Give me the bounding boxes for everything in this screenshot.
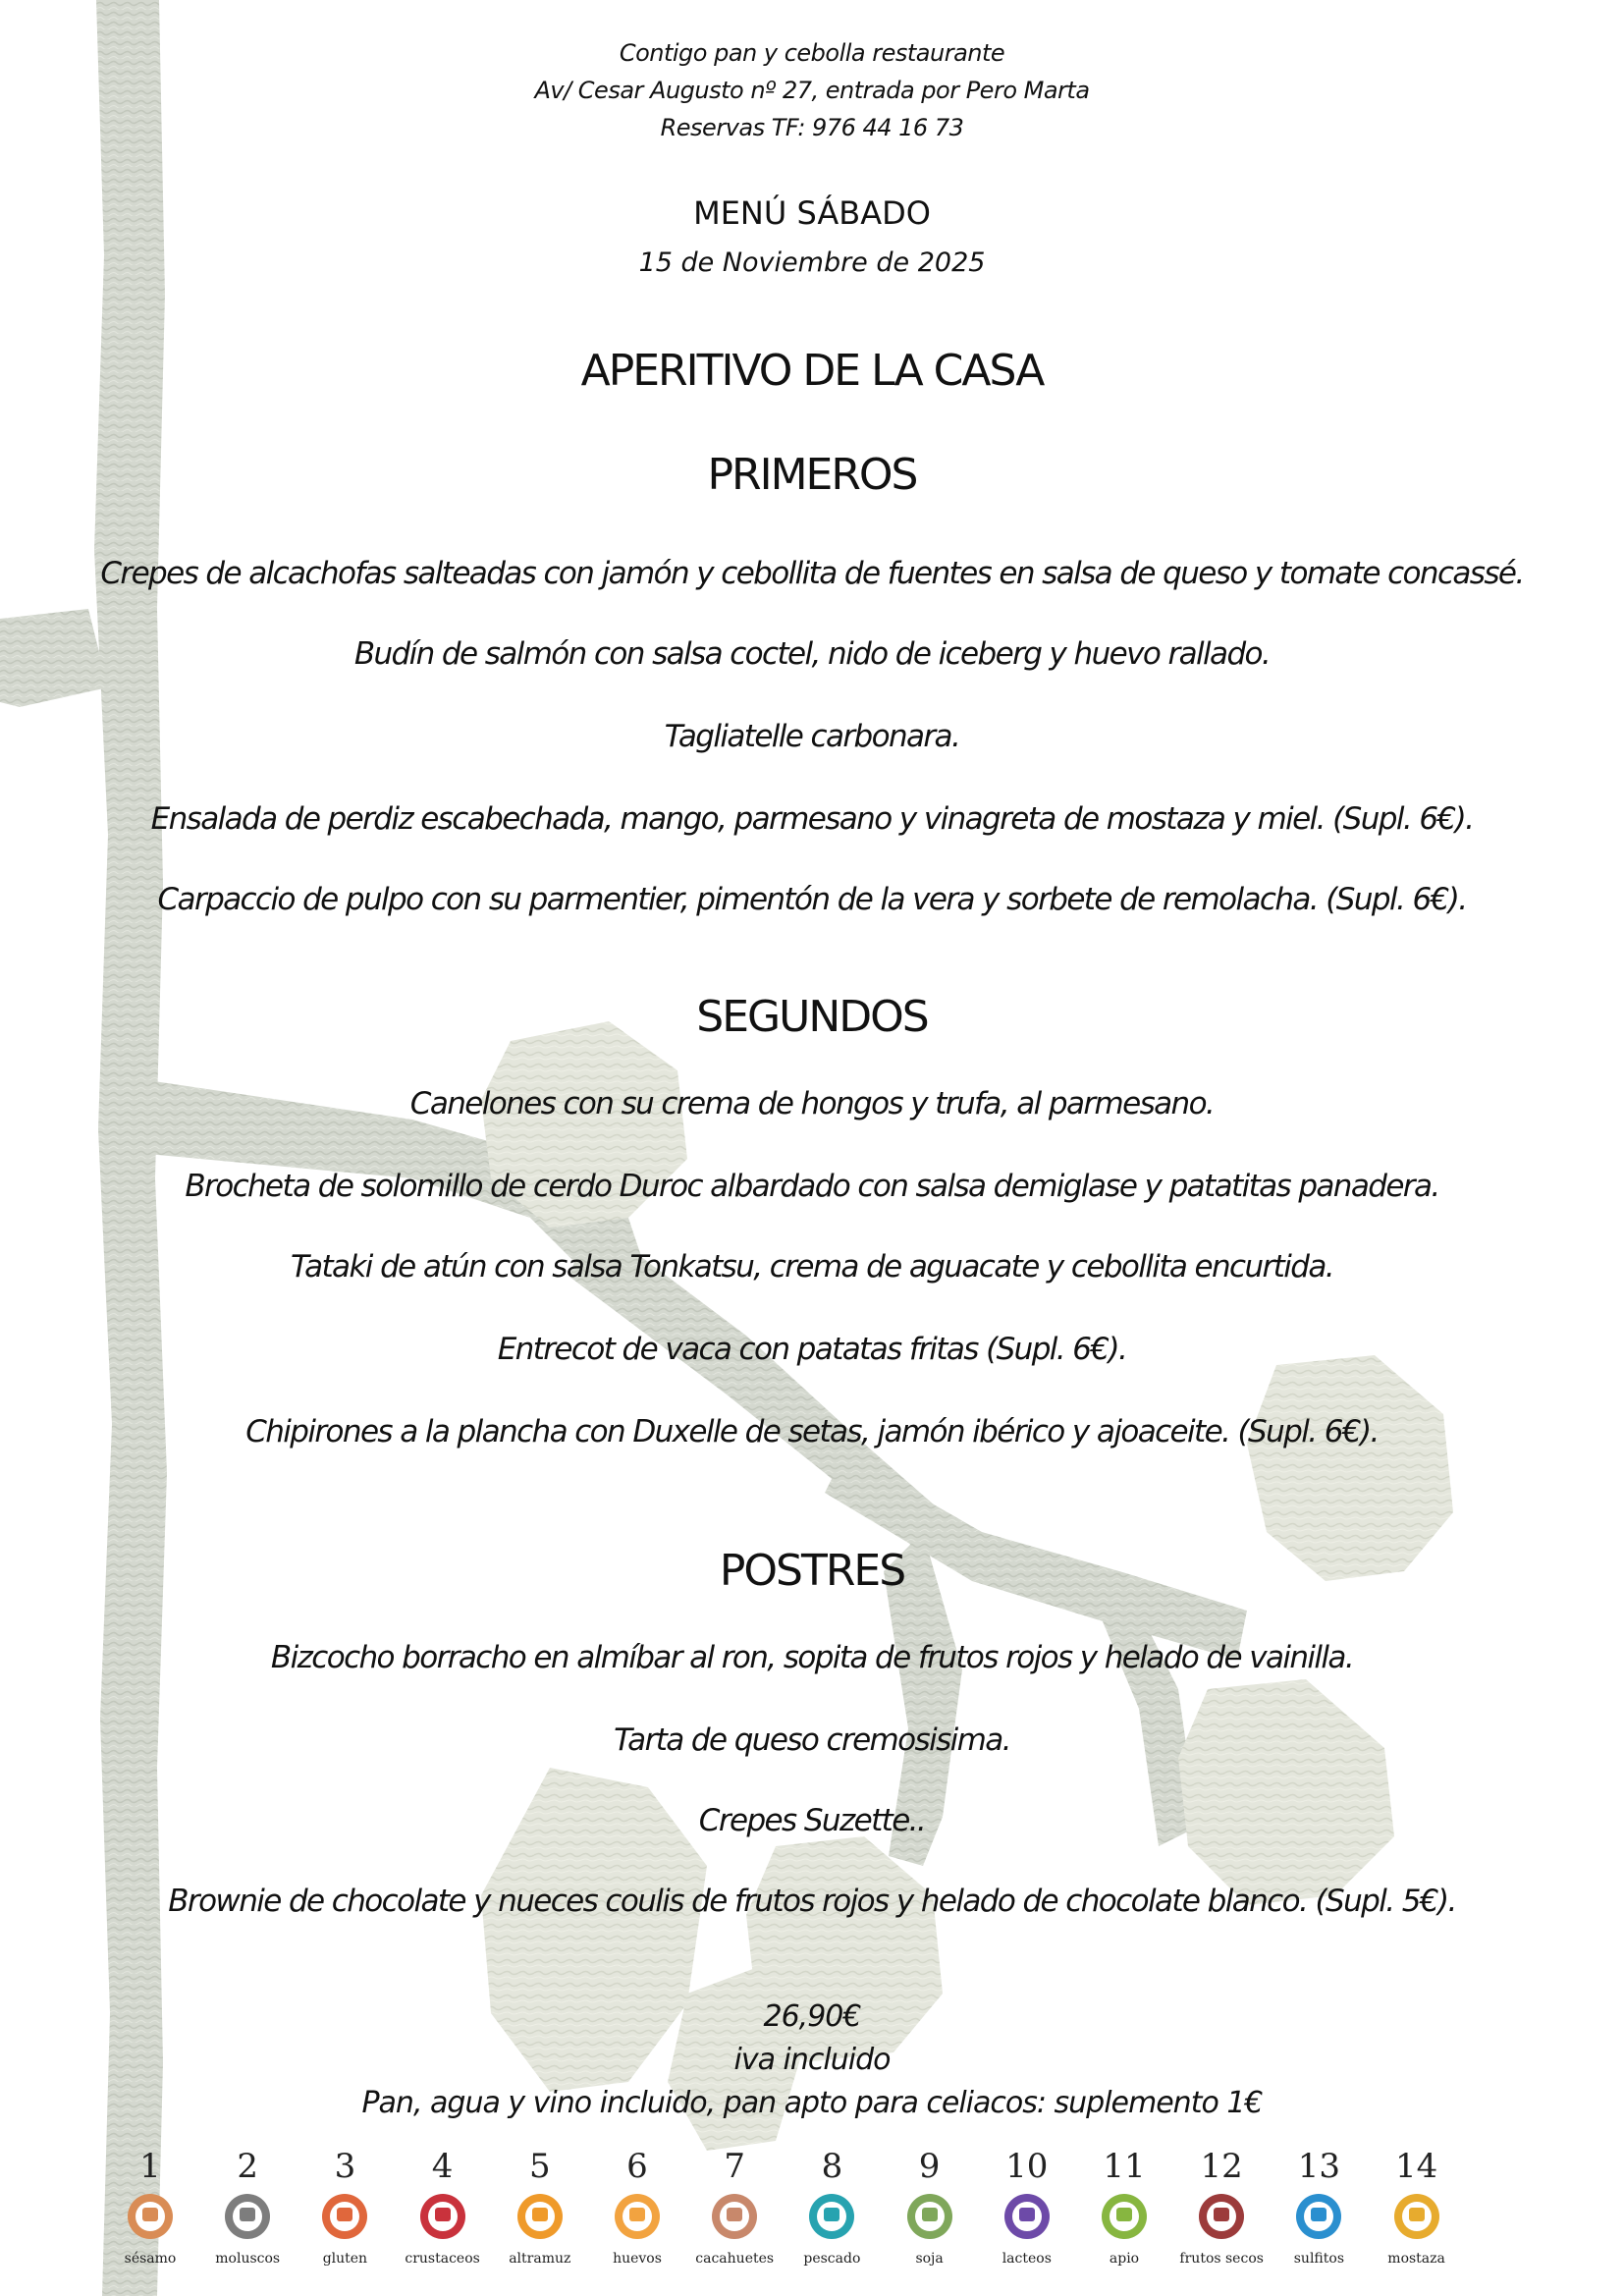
allergen-name: mostaza <box>1387 2251 1445 2267</box>
gluten-icon <box>322 2194 367 2239</box>
postres-dish: Bizcocho borracho en almíbar al ron, sopita de frutos rojos y helado de vainilla. <box>270 1640 1354 1675</box>
primeros-dish: Budín de salmón con salsa coctel, nido de iceberg y huevo rallado. <box>353 636 1271 672</box>
postres-dish: Brownie de chocolate y nueces coulis de frutos rojos y helado de chocolate blanco. (Supl. 5€). <box>168 1884 1456 1919</box>
segundos-dish: Tataki de atún con salsa Tonkatsu, crema de aguacate y cebollita encurtida. <box>291 1249 1333 1285</box>
allergen-item <box>783 2147 881 2267</box>
allergen-name: lacteos <box>1001 2251 1052 2267</box>
reservation-phone: Reservas TF: 976 44 16 73 <box>660 114 964 141</box>
allergen-number: 2 <box>237 2147 258 2186</box>
allergen-item <box>1075 2147 1173 2267</box>
primeros-dish: Ensalada de perdiz escabechada, mango, parmesano y vinagreta de mostaza y miel. (Supl. 6€). <box>150 801 1474 837</box>
allergen-name: crustaceos <box>405 2251 480 2267</box>
allergen-item <box>1368 2147 1466 2267</box>
allergen-number: 12 <box>1200 2147 1243 2186</box>
postres-heading: POSTRES <box>719 1546 905 1596</box>
restaurant-name: Contigo pan y cebolla restaurante <box>619 39 1005 67</box>
postres-dish: Tarta de queso cremosisima. <box>614 1722 1010 1758</box>
allergen-number: 13 <box>1297 2147 1341 2186</box>
primeros-dish: Tagliatelle carbonara. <box>664 719 960 754</box>
allergen-number: 7 <box>724 2147 745 2186</box>
aperitivo-heading: APERITIVO DE LA CASA <box>580 346 1044 396</box>
allergen-name: cacahuetes <box>695 2251 775 2267</box>
allergen-name: frutos secos <box>1179 2251 1264 2267</box>
allergen-number: 4 <box>431 2147 454 2186</box>
soy-icon <box>907 2194 952 2239</box>
restaurant-address: Av/ Cesar Augusto nº 27, entrada por Pero Marta <box>534 77 1090 104</box>
allergen-number: 9 <box>918 2147 941 2186</box>
lupin-icon <box>517 2194 563 2239</box>
iva-note: iva incluido <box>733 2043 891 2077</box>
dairy-icon <box>1004 2194 1050 2239</box>
allergen-number: 6 <box>626 2147 648 2186</box>
menu-price: 26,90€ <box>763 1999 861 2034</box>
allergen-name: soja <box>915 2251 944 2267</box>
allergen-name: moluscos <box>215 2251 281 2267</box>
crustacean-icon <box>420 2194 465 2239</box>
mollusc-icon <box>225 2194 270 2239</box>
allergen-item <box>588 2147 686 2267</box>
egg-icon <box>615 2194 660 2239</box>
allergen-name: sulfitos <box>1293 2251 1345 2267</box>
primeros-heading: PRIMEROS <box>707 450 917 500</box>
celery-icon <box>1102 2194 1147 2239</box>
allergen-item <box>685 2147 784 2267</box>
allergen-number: 1 <box>139 2147 161 2186</box>
allergen-name: gluten <box>322 2251 368 2267</box>
allergen-number: 11 <box>1103 2147 1146 2186</box>
segundos-dish: Canelones con su crema de hongos y trufa, al parmesano. <box>409 1086 1215 1121</box>
allergen-name: apio <box>1109 2251 1140 2267</box>
included-note: Pan, agua y vino incluido, pan apto para celiacos: suplemento 1€ <box>361 2086 1263 2120</box>
allergen-item <box>1172 2147 1271 2267</box>
allergen-name: pescado <box>803 2251 861 2267</box>
sesame-icon <box>128 2194 173 2239</box>
allergen-item <box>491 2147 589 2267</box>
postres-dish: Crepes Suzette.. <box>698 1803 926 1838</box>
allergen-name: huevos <box>613 2251 662 2267</box>
allergen-name: altramuz <box>509 2251 571 2267</box>
allergen-name: sésamo <box>124 2251 177 2267</box>
mustard-icon <box>1394 2194 1439 2239</box>
segundos-dish: Brocheta de solomillo de cerdo Duroc albardado con salsa demiglase y patatitas panadera. <box>185 1169 1439 1204</box>
allergen-item <box>394 2147 492 2267</box>
primeros-dish: Crepes de alcachofas salteadas con jamón y cebollita de fuentes en salsa de queso y tomate concassé. <box>100 556 1524 591</box>
nuts-icon <box>1199 2194 1244 2239</box>
allergen-item <box>101 2147 199 2267</box>
allergen-number: 14 <box>1394 2147 1438 2186</box>
fish-icon <box>809 2194 854 2239</box>
menu-title: MENÚ SÁBADO <box>693 194 931 232</box>
allergen-item <box>881 2147 979 2267</box>
peanut-icon <box>712 2194 757 2239</box>
segundos-dish: Chipirones a la plancha con Duxelle de setas, jamón ibérico y ajoaceite. (Supl. 6€). <box>245 1414 1379 1449</box>
allergen-number: 10 <box>1005 2147 1049 2186</box>
allergen-number: 8 <box>821 2147 843 2186</box>
allergen-item <box>978 2147 1076 2267</box>
menu-date: 15 de Noviembre de 2025 <box>638 247 986 278</box>
segundos-dish: Entrecot de vaca con patatas fritas (Supl. 6€). <box>497 1332 1127 1367</box>
allergen-item <box>198 2147 297 2267</box>
primeros-dish: Carpaccio de pulpo con su parmentier, pimentón de la vera y sorbete de remolacha. (Supl. 6€). <box>157 882 1467 917</box>
allergen-item <box>296 2147 394 2267</box>
allergen-number: 3 <box>334 2147 356 2186</box>
allergen-number: 5 <box>528 2147 551 2186</box>
sulphites-icon <box>1296 2194 1341 2239</box>
allergen-item <box>1270 2147 1368 2267</box>
segundos-heading: SEGUNDOS <box>696 992 928 1042</box>
